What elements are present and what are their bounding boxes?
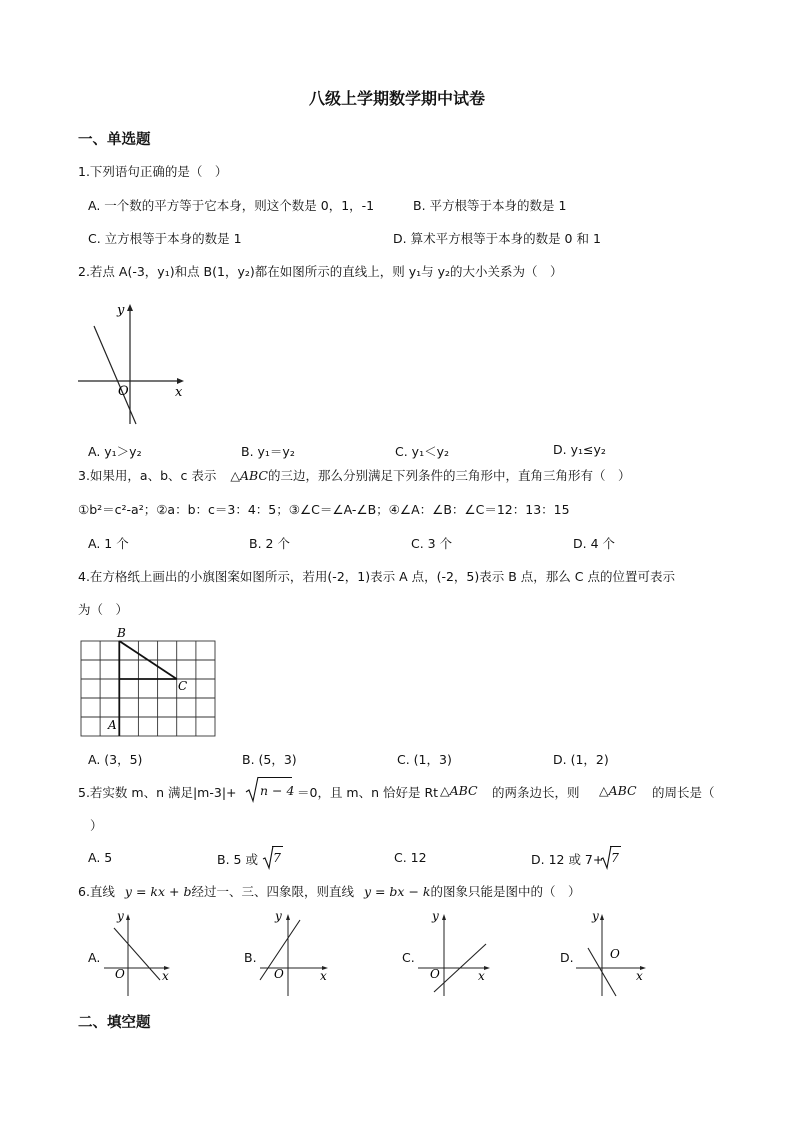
question-1-option-d: D. 算术平方根等于本身的数是 0 和 1 <box>393 231 601 246</box>
svg-text:y: y <box>117 909 124 923</box>
question-3-option-b: B. 2 个 <box>249 536 290 551</box>
y-arrow-icon <box>286 914 290 920</box>
question-4-stem-line-2: 为（ ） <box>78 602 129 617</box>
question-6-stem-b: 经过一、三、四象限，则直线 <box>191 884 354 899</box>
question-2-option-b: B. y₁＝y₂ <box>241 444 295 459</box>
equation-2: y = bx − k <box>363 884 431 899</box>
point-a-label: A <box>108 718 117 732</box>
question-3-stem-post: 的三边，那么分别满足下列条件的三角形中，直角三角形有（ ） <box>267 468 631 483</box>
question-6-stem <box>78 882 581 900</box>
question-4-option-c: C. (1，3) <box>397 752 452 767</box>
question-2-line-graph <box>74 296 194 432</box>
question-6-option-b-graph <box>256 906 332 998</box>
question-4-option-a: A. (3，5) <box>88 752 143 767</box>
y-axis-arrow-icon <box>127 304 133 311</box>
question-6-option-c-graph <box>414 906 494 998</box>
question-5-stem-b: ＝0，且 m、n 恰好是 Rt <box>297 785 439 800</box>
x-arrow-icon <box>484 966 490 970</box>
question-1-option-c: C. 立方根等于本身的数是 1 <box>88 231 242 246</box>
svg-text:y: y <box>432 909 439 923</box>
question-3-conditions: ①b²＝c²-a²；②a：b：c＝3：4：5；③∠C＝∠A-∠B；④∠A：∠B：∠C＝12：13：15 <box>78 502 570 517</box>
section-fill-in-blank: 二、填空题 <box>78 1015 151 1031</box>
point-c-label: C <box>178 679 188 693</box>
svg-text:x: x <box>478 969 485 983</box>
origin-label: O <box>118 384 129 399</box>
option-d-sqrt-overline <box>610 846 621 847</box>
option-d-sqrt-argument: 7 <box>611 850 619 865</box>
question-5-triangle-2: △ABC <box>599 783 637 798</box>
question-5-option-a: A. 5 <box>88 850 113 865</box>
y-arrow-icon <box>600 914 604 920</box>
svg-text:O: O <box>610 947 620 961</box>
svg-text:x: x <box>636 969 643 983</box>
point-b-label: B <box>117 626 126 640</box>
x-axis-arrow-icon <box>177 378 184 384</box>
question-6-option-a-label: A. <box>88 950 101 965</box>
question-5-triangle-1: △ABC <box>440 783 478 798</box>
question-6-option-c-label: C. <box>402 950 415 965</box>
question-6-stem-c: 的图象只能是图中的（ ） <box>430 884 581 899</box>
question-6-option-a-graph <box>100 906 174 998</box>
question-3-option-a: A. 1 个 <box>88 536 129 551</box>
option-b-sqrt-overline <box>272 846 283 847</box>
svg-text:y: y <box>592 909 599 923</box>
question-5-stem-line-2: ） <box>90 818 103 833</box>
question-2-option-a: A. y₁＞y₂ <box>88 444 142 459</box>
question-6-option-d-label: D. <box>560 950 574 965</box>
y-label: y <box>117 303 125 318</box>
question-3-stem-pre: 3.如果用，a、b、c 表示 <box>78 468 217 483</box>
section-single-choice: 一、单选题 <box>78 132 151 148</box>
question-2-stem: 2.若点 A(-3，y₁)和点 B(1，y₂)都在如图所示的直线上，则 y₁与 y₂的大小关系为（ ） <box>78 264 563 279</box>
question-6-stem-a: 6.直线 <box>78 884 115 899</box>
question-5-option-b: B. 5 或 <box>217 852 258 867</box>
question-3-stem <box>78 466 631 484</box>
svg-text:O: O <box>274 967 284 981</box>
y-arrow-icon <box>442 914 446 920</box>
question-2-option-d: D. y₁≤y₂ <box>553 442 606 457</box>
page-title: 八级上学期数学期中试卷 <box>308 89 485 108</box>
question-1-stem: 1.下列语句正确的是（ ） <box>78 164 228 179</box>
question-1-option-a: A. 一个数的平方等于它本身，则这个数是 0，1，-1 <box>88 198 375 213</box>
svg-text:O: O <box>115 967 125 981</box>
svg-text:x: x <box>320 969 327 983</box>
question-5-stem-d: 的周长是（ <box>652 785 715 800</box>
svg-text:y: y <box>275 909 282 923</box>
question-5-stem-c: 的两条边长，则 <box>492 785 580 800</box>
question-5-sqrt-overline <box>258 777 292 778</box>
question-4-flag-grid <box>76 625 220 741</box>
question-3-triangle: △ABC <box>230 468 268 483</box>
question-1-option-b: B. 平方根等于本身的数是 1 <box>413 198 567 213</box>
question-5-option-c: C. 12 <box>394 850 427 865</box>
question-5-stem-a: 5.若实数 m、n 满足|m-3|+ <box>78 785 237 800</box>
question-4-option-d: D. (1，2) <box>553 752 609 767</box>
question-2-option-c: C. y₁＜y₂ <box>395 444 449 459</box>
y-arrow-icon <box>126 914 130 920</box>
svg-text:x: x <box>162 969 169 983</box>
question-3-option-c: C. 3 个 <box>411 536 453 551</box>
svg-text:O: O <box>430 967 440 981</box>
x-label: x <box>175 385 183 400</box>
question-5-sqrt-argument: n − 4 <box>260 783 295 798</box>
question-5-sqrt-sign <box>245 775 259 803</box>
option-b-sqrt-argument: 7 <box>273 850 281 865</box>
question-5-option-d: D. 12 或 7+ <box>531 852 604 867</box>
question-4-option-b: B. (5，3) <box>242 752 297 767</box>
equation-1: y = kx + b <box>124 884 192 899</box>
question-3-option-d: D. 4 个 <box>573 536 615 551</box>
question-6-option-d-graph <box>572 906 652 998</box>
question-4-stem-line-1: 4.在方格纸上画出的小旗图案如图所示，若用(-2，1)表示 A 点，(-2，5)表示 B 点，那么 C 点的位置可表示 <box>78 569 675 584</box>
question-6-option-b-label: B. <box>244 950 257 965</box>
